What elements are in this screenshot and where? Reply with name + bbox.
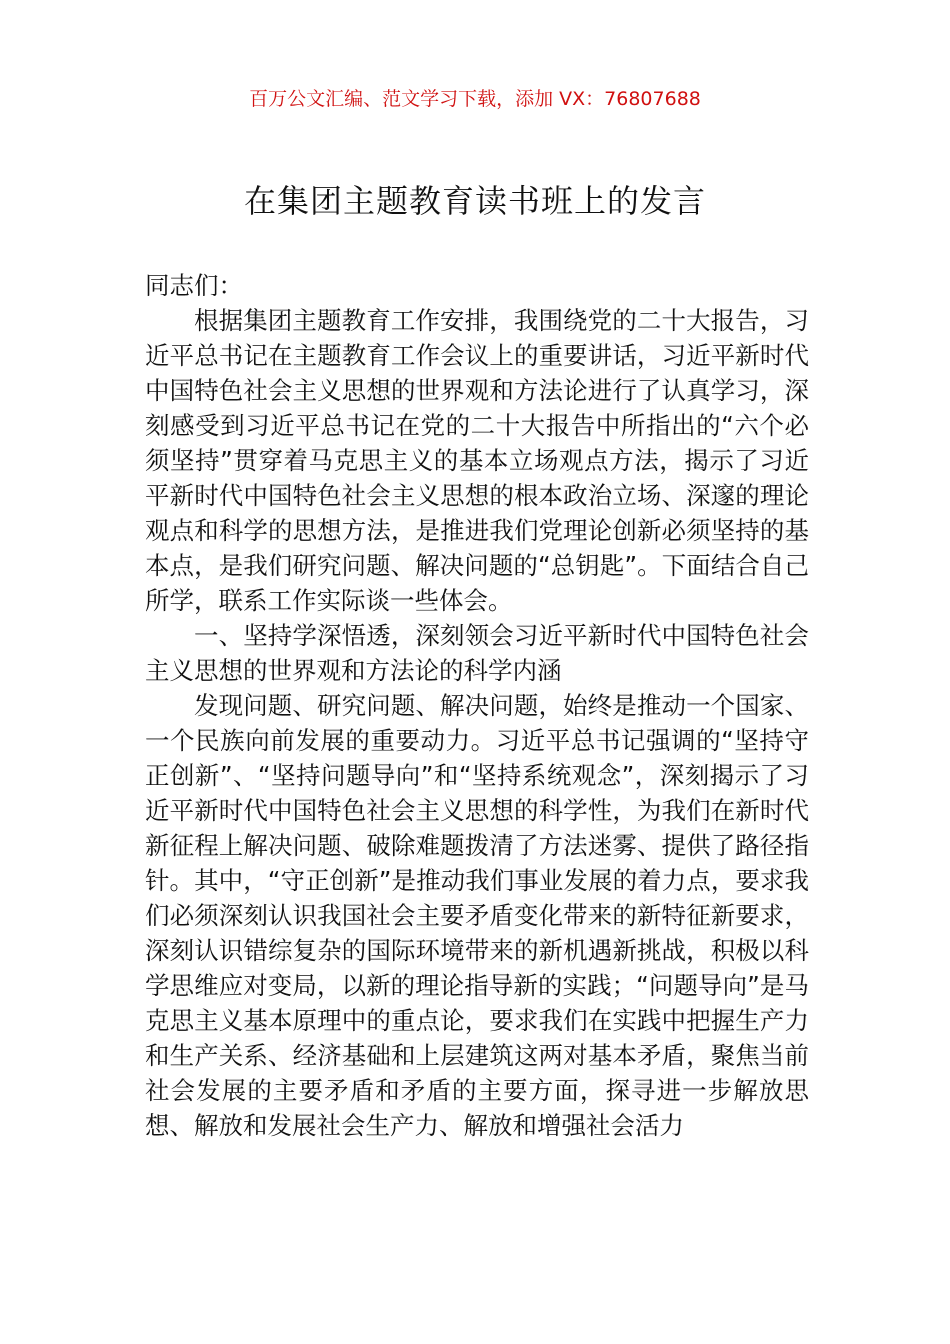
paragraph-section-1: 发现问题、研究问题、解决问题，始终是推动一个国家、一个民族向前发展的重要动力。习近平总书记强调的“坚持守正创新”、“坚持问题导向”和“坚持系统观念”，深刻揭示了习近平新时代中国特色社会主义思想的科学性，为我们在新时代新征程上解决问题、破除难题拨清了方法迷雾、提供了路径指针。其中，“守正创新”是推动我们事业发展的着力点，要求我们必须深刻认识我国社会主要矛盾变化带来的新特征新要求，深刻认识错综复杂的国际环境带来的新机遇新挑战，积极以科学思维应对变局，以新的理论指导新的实践；“问题导向”是马克思主义基本原理中的重点论，要求我们在实践中把握生产力和生产关系、经济基础和上层建筑这两对基本矛盾，聚焦当前社会发展的主要矛盾和矛盾的主要方面，探寻进一步解放思想、解放和发展社会生产力、解放和增强社会活力 xyxy=(145,691,809,1140)
paragraph-intro: 根据集团主题教育工作安排，我围绕党的二十大报告，习近平总书记在主题教育工作会议上的重要讲话，习近平新时代中国特色社会主义思想的世界观和方法论进行了认真学习，深刻感受到习近平总书记在党的二十大报告中所指出的“六个必须坚持”贯穿着马克思主义的基本立场观点方法，揭示了习近平新时代中国特色社会主义思想的根本政治立场、深邃的理论观点和科学的思想方法，是推进我们党理论创新必须坚持的基本点，是我们研究问题、解决问题的“总钥匙”。下面结合自己所学，联系工作实际谈一些体会。 xyxy=(145,306,809,615)
section-heading-1: 一、坚持学深悟透，深刻领会习近平新时代中国特色社会主义思想的世界观和方法论的科学内涵 xyxy=(145,621,809,685)
header-watermark-note: 百万公文汇编、范文学习下载，添加 VX：76807688 xyxy=(249,88,701,110)
document-body xyxy=(145,268,809,1143)
document-title: 在集团主题教育读书班上的发言 xyxy=(243,182,706,220)
salutation: 同志们： xyxy=(145,271,243,300)
